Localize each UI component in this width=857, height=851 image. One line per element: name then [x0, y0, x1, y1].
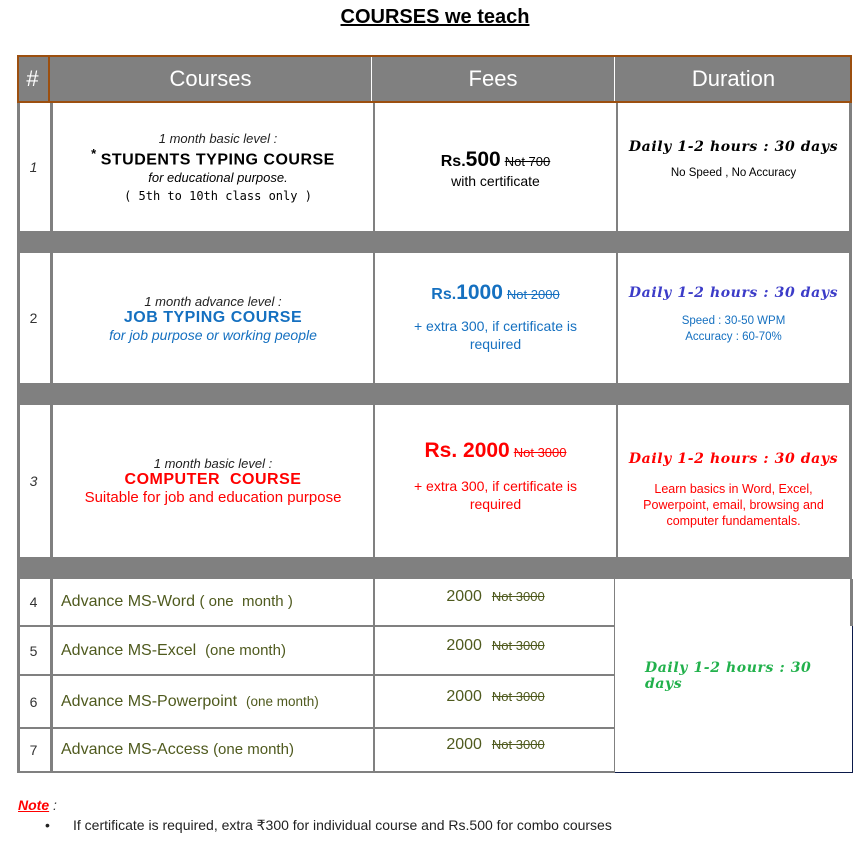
page-title: COURSES we teach [340, 6, 530, 28]
duration-text: Daily 1-2 hours : 30 days [645, 659, 812, 692]
duration-cell [618, 405, 849, 557]
course-level: 1 month advance level : [144, 293, 282, 309]
table-row [17, 103, 852, 231]
course-name: Advance MS-Excel [61, 641, 197, 659]
table-header [17, 55, 852, 103]
duration-cell [618, 253, 849, 383]
course-cell [53, 676, 375, 727]
duration-detail: Accuracy : 60-70% [685, 331, 782, 343]
table-row [17, 405, 852, 557]
row-number: 5 [29, 642, 38, 659]
duration-cell [618, 103, 849, 231]
fee-note: with certificate [451, 173, 540, 189]
course-purpose: for job purpose or working people [109, 326, 317, 343]
fee-note: + extra 300, if certificate is required [413, 318, 578, 352]
bullet-icon: • [45, 817, 50, 833]
course-duration-note: (one month) [245, 693, 319, 709]
row-separator [17, 557, 852, 579]
course-cell [53, 405, 375, 557]
row-number: 2 [29, 310, 38, 326]
fee-price: 2000 [446, 687, 482, 705]
row-number: 1 [29, 159, 38, 175]
row-separator [17, 383, 852, 405]
course-name: Advance MS-Word [61, 593, 195, 610]
course-cell [53, 627, 375, 674]
course-duration-note: ( one month ) [199, 593, 293, 610]
fee-cell [375, 103, 618, 231]
fee-cell [375, 253, 618, 383]
row-number: 6 [29, 693, 38, 710]
old-price: Not 3000 [513, 445, 567, 460]
course-name: COMPUTER COURSE [124, 471, 302, 488]
course-cell [53, 103, 375, 231]
fee-price: 2000 [446, 588, 482, 605]
fee-price: Rs.500 Not 700 [440, 148, 551, 171]
note-item: • If certificate is required, extra ₹300 for individual course and Rs.500 for combo courses [45, 817, 612, 833]
duration-text: Daily 1-2 hours : 30 days [628, 285, 839, 301]
note-heading: Note : [18, 797, 57, 813]
fee-price: Rs.1000 Not 2000 [431, 281, 560, 304]
course-name: Advance MS-Access [61, 741, 209, 758]
fee-cell [375, 627, 618, 674]
fee-price: Rs. 2000 Not 3000 [424, 439, 567, 462]
note-label: Note [18, 797, 50, 813]
fee-cell [375, 405, 618, 557]
old-price: Not 2000 [506, 287, 560, 302]
row-number: 3 [29, 473, 38, 489]
course-purpose: for educational purpose. [148, 169, 288, 185]
row-separator [17, 231, 852, 253]
duration-detail: Learn basics in Word, Excel, Powerpoint, email, browsing and computer fundamentals. [643, 482, 824, 528]
note-list [45, 817, 612, 834]
header-courses: Courses [50, 57, 372, 101]
course-level: 1 month basic level : [158, 131, 278, 147]
course-cell [53, 579, 375, 625]
fee-cell [375, 729, 618, 771]
old-price: Not 3000 [491, 737, 545, 752]
course-level: 1 month basic level : [153, 456, 273, 471]
course-eligibility: ( 5th to 10th class only ) [124, 188, 312, 203]
header-fees: Fees [372, 57, 615, 101]
duration-text: Daily 1-2 hours : 30 days [628, 139, 839, 155]
course-purpose: Suitable for job and education purpose [84, 489, 342, 506]
duration-detail: Speed : 30-50 WPM [681, 315, 786, 327]
row-number: 4 [29, 594, 38, 610]
course-name: * STUDENTS TYPING COURSE [91, 146, 335, 169]
course-duration-note: (one month) [205, 641, 286, 659]
duration-detail: No Speed , No Accuracy [670, 167, 797, 179]
old-price: Not 3000 [491, 589, 545, 604]
course-cell [53, 729, 375, 771]
course-name: Advance MS-Powerpoint [61, 692, 238, 710]
fee-note: + extra 300, if certificate is required [413, 478, 578, 512]
row-number: 7 [29, 742, 38, 758]
fee-cell [375, 676, 618, 727]
header-duration: Duration [691, 66, 776, 91]
fee-cell [375, 579, 618, 625]
old-price: Not 700 [504, 154, 551, 169]
header-num: # [17, 57, 50, 101]
course-duration-note: (one month) [213, 741, 294, 758]
old-price: Not 3000 [491, 688, 545, 704]
asterisk-marker: * [91, 146, 97, 162]
course-cell [53, 253, 375, 383]
advanced-duration-cell [614, 579, 852, 772]
course-name: JOB TYPING COURSE [123, 308, 303, 326]
fee-price: 2000 [446, 736, 482, 753]
duration-text: Daily 1-2 hours : 30 days [628, 451, 839, 467]
fee-price: 2000 [446, 636, 482, 654]
table-row [17, 253, 852, 383]
old-price: Not 3000 [491, 637, 545, 653]
